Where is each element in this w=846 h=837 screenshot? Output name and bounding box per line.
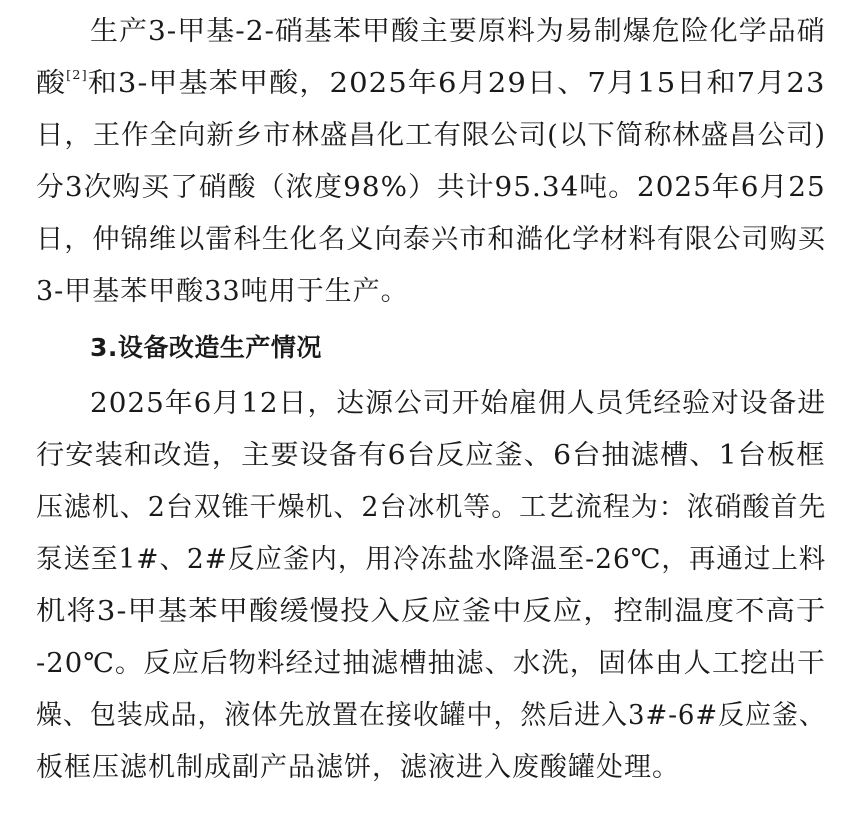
line-text: 分3次购买了硝酸（浓度98%）共计95.34吨。2025年6月25 bbox=[36, 172, 826, 203]
section-heading bbox=[90, 328, 826, 368]
paragraph-line bbox=[36, 64, 826, 104]
line-text: 生产3-甲基-2-硝基苯甲酸主要原料为易制爆危险化学品硝 bbox=[90, 16, 826, 47]
paragraph-line bbox=[36, 748, 826, 788]
line-text: 燥、包装成品，液体先放置在接收罐中，然后进入3#-6#反应釜、 bbox=[36, 700, 826, 731]
line-text: 日，王作全向新乡市林盛昌化工有限公司(以下简称林盛昌公司) bbox=[36, 120, 827, 151]
paragraph-line bbox=[36, 116, 826, 156]
paragraph-line bbox=[36, 488, 826, 528]
paragraph-line bbox=[36, 592, 826, 632]
paragraph-line bbox=[36, 168, 826, 208]
line-text: 和3-甲基苯甲酸，2025年6月29日、7月15日和7月23 bbox=[87, 68, 826, 99]
line-text: 3-甲基苯甲酸33吨用于生产。 bbox=[36, 276, 409, 307]
paragraph-line bbox=[36, 696, 826, 736]
line-text: 行安装和改造，主要设备有6台反应釜、6台抽滤槽、1台板框 bbox=[36, 440, 826, 471]
line-text: 酸 bbox=[36, 68, 67, 99]
line-text: 日，仲锦维以雷科生化名义向泰兴市和澔化学材料有限公司购买 bbox=[36, 224, 827, 255]
paragraph-line bbox=[90, 12, 826, 52]
paragraph-line bbox=[36, 644, 826, 684]
line-text: -20℃。反应后物料经过抽滤槽抽滤、水洗，固体由人工挖出干 bbox=[36, 648, 826, 679]
paragraph-line bbox=[90, 384, 826, 424]
paragraph-line bbox=[36, 272, 826, 312]
line-text: 板框压滤机制成副产品滤饼，滤液进入废酸罐处理。 bbox=[36, 752, 680, 783]
line-text: 压滤机、2台双锥干燥机、2台冰机等。工艺流程为：浓硝酸首先 bbox=[36, 492, 827, 523]
citation-superscript: [2] bbox=[66, 68, 88, 82]
line-text: 泵送至1#、2#反应釜内，用冷冻盐水降温至-26℃，再通过上料 bbox=[36, 544, 827, 575]
line-text: 2025年6月12日，达源公司开始雇佣人员凭经验对设备进 bbox=[90, 388, 827, 419]
paragraph-line bbox=[36, 436, 826, 476]
paragraph-line bbox=[36, 540, 826, 580]
line-text: 机将3-甲基苯甲酸缓慢投入反应釜中反应，控制温度不高于 bbox=[36, 596, 827, 627]
line-text-group bbox=[36, 64, 826, 104]
paragraph-line bbox=[36, 220, 826, 260]
heading-text: 3.设备改造生产情况 bbox=[90, 333, 322, 362]
